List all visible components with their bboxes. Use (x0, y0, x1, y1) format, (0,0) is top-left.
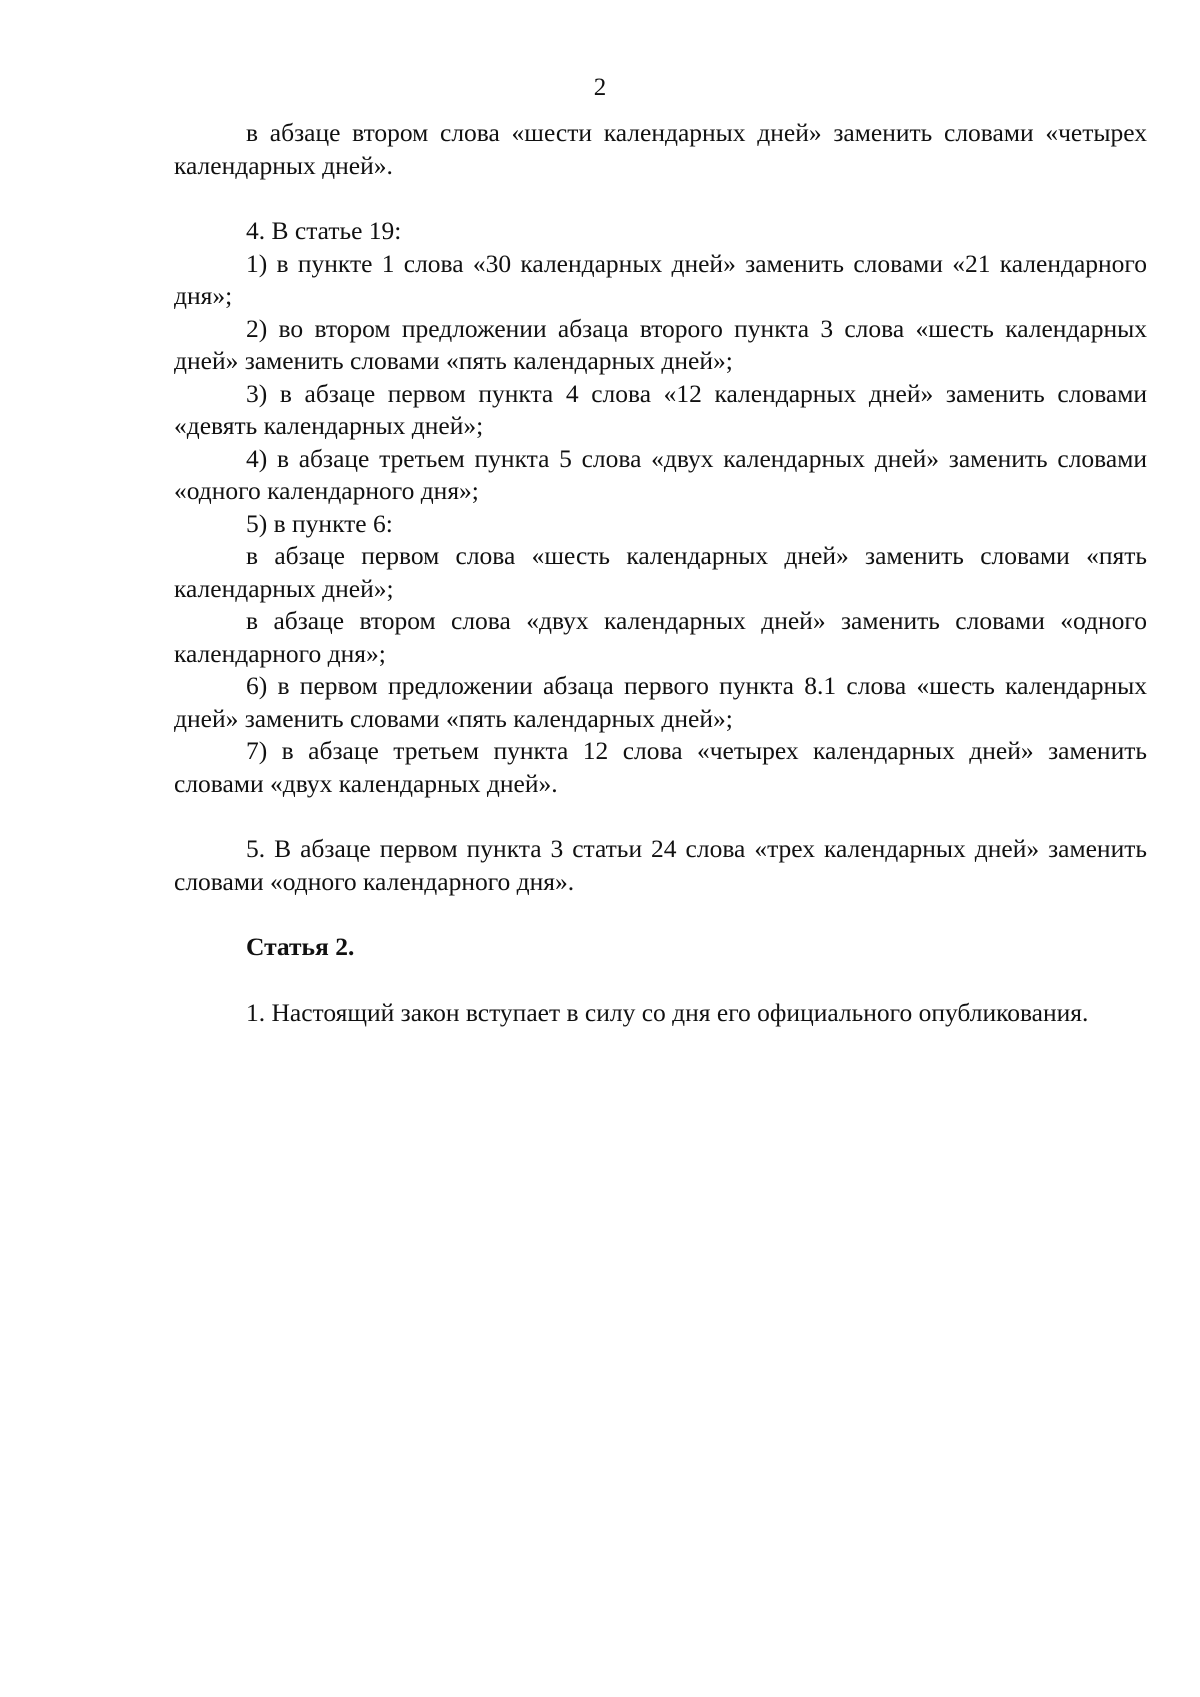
paragraph-gap (174, 898, 1147, 931)
paragraph-article18-item: в абзаце втором слова «шести календарных дней» заменить словами «четырех календарных дней». (174, 118, 1147, 180)
document-body (174, 117, 1147, 1029)
paragraph-article24-item: 5. В абзаце первом пункта 3 статьи 24 слова «трех календарных дней» заменить словами «одного календарного дня». (174, 834, 1147, 896)
paragraph-article19-item-5: 5) в пункте 6: (246, 508, 393, 538)
paragraph-gap (174, 182, 1147, 215)
paragraph-article19-item-3: 3) в абзаце первом пункта 4 слова «12 календарных дней» заменить словами «девять календарных дней»; (174, 378, 1147, 440)
paragraph-gap (174, 800, 1147, 833)
page-number: 2 (593, 74, 607, 101)
paragraph-article19-item-5-first: в абзаце первом слова «шесть календарных дней» заменить словами «пять календарных дней»; (174, 541, 1147, 603)
paragraph-article19-item-4: 4) в абзаце третьем пункта 5 слова «двух календарных дней» заменить словами «одного календарного дня»; (174, 443, 1147, 505)
article-2-heading: Статья 2. (246, 932, 355, 961)
paragraph-article19-item-2: 2) во втором предложении абзаца второго пункта 3 слова «шесть календарных дней» заменить словами «пять календарных дней»; (174, 313, 1147, 375)
paragraph-article19-item-1: 1) в пункте 1 слова «30 календарных дней» заменить словами «21 календарного дня»; (174, 248, 1147, 310)
paragraph-gap (174, 964, 1147, 997)
paragraph-article19-heading: 4. В статье 19: (246, 216, 402, 245)
paragraph-article19-item-7: 7) в абзаце третьем пункта 12 слова «четырех календарных дней» заменить словами «двух календарных дней». (174, 736, 1147, 798)
paragraph-article2-item-1: 1. Настоящий закон вступает в силу со дня его официального опубликования. (246, 997, 1089, 1027)
paragraph-article19-item-5-second: в абзаце втором слова «двух календарных дней» заменить словами «одного календарного дня»; (174, 606, 1147, 668)
paragraph-article19-item-6: 6) в первом предложении абзаца первого пункта 8.1 слова «шесть календарных дней» заменить словами «пять календарных дней»; (174, 671, 1147, 733)
